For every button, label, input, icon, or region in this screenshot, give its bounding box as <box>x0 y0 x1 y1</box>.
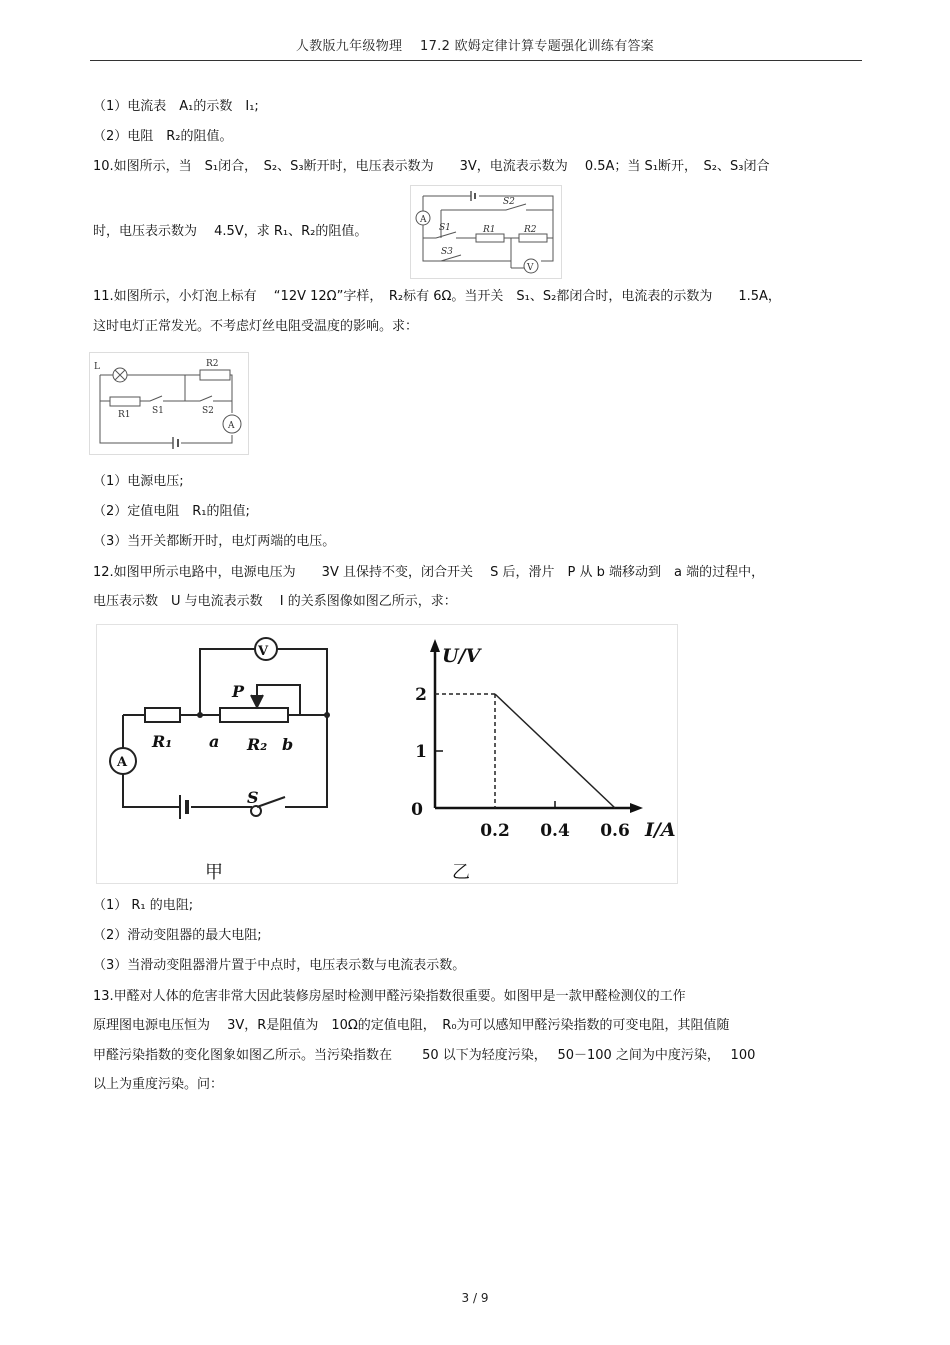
q12-ammeter-label: A <box>117 755 128 770</box>
y-tick-label-1: 1 <box>415 742 427 762</box>
q11-r2-label: R2 <box>206 359 219 369</box>
y-axis-arrow <box>430 639 440 652</box>
q10-r2-label: R2 <box>524 225 537 235</box>
q12-voltmeter-label: V <box>258 644 269 659</box>
q11-part3: （3）当开关都断开时，电灯两端的电压。 <box>93 534 336 549</box>
q11-circuit-figure <box>89 352 249 455</box>
q11-part2: （2）定值电阻 R₁的阻值; <box>93 504 250 519</box>
q12-ui-graph <box>411 639 675 883</box>
q12-r2-label: R₂ <box>247 735 268 754</box>
q10-circuit-figure <box>410 185 562 279</box>
q12-caption-yi: 乙 <box>452 862 470 883</box>
q11-s1-label: S1 <box>152 406 164 416</box>
q10-line1: 10.如图所示，当 S₁闭合， S₂、S₃断开时，电压表示数为 3V，电流表示数为 0.5A；当 S₁断开， S₂、S₃闭合 <box>93 159 770 174</box>
q9-part1: （1）电流表 A₁的示数 I₁; <box>93 99 259 114</box>
q12-circuit-svg <box>97 625 677 883</box>
q9-part2: （2）电阻 R₂的阻值。 <box>93 129 233 144</box>
q10-voltmeter-label: V <box>527 263 534 273</box>
x-tick-label-0.4: 0.4 <box>540 821 570 841</box>
q11-circuit-svg <box>90 353 248 454</box>
q11-part1: （1）电源电压; <box>93 474 184 489</box>
q11-ammeter-label: A <box>228 421 235 431</box>
x-tick-label-0.2: 0.2 <box>480 821 510 841</box>
q12-end-b-label: b <box>282 735 294 754</box>
q12-slider-label: P <box>232 682 245 701</box>
q10-s3-label: S3 <box>441 247 453 257</box>
q10-s2-label: S2 <box>503 197 515 207</box>
q10-s1-label: S1 <box>439 223 451 233</box>
q12-caption-jia: 甲 <box>205 862 223 883</box>
q12-switch-label: S <box>247 788 259 807</box>
q12-line1: 12.如图甲所示电路中，电源电压为 3V 且保持不变，闭合开关 S 后，滑片 P 从 b 端移动到 a 端的过程中， <box>93 565 765 580</box>
q10-circuit-svg <box>411 186 561 278</box>
q13-line1: 13.甲醛对人体的危害非常大因此装修房屋时检测甲醛污染指数很重要。如图甲是一款甲醛检测仪的工作 <box>93 989 686 1004</box>
q12-part3: （3）当滑动变阻器滑片置于中点时，电压表示数与电流表示数。 <box>93 958 466 973</box>
q11-line2: 这时电灯正常发光。不考虑灯丝电阻受温度的影响。求： <box>93 319 419 334</box>
q13-line2: 原理图电源电压恒为 3V，R是阻值为 10Ω的定值电阻， R₀为可以感知甲醛污染指数的可变电阻，其阻值随 <box>93 1018 730 1033</box>
q12-part1: （1） R₁ 的电阻; <box>93 898 194 913</box>
q12-r1-label: R₁ <box>152 732 173 751</box>
q10-line2: 时，电压表示数为 4.5V，求 R₁、R₂的阻值。 <box>93 224 368 239</box>
q12-part2: （2）滑动变阻器的最大电阻; <box>93 928 262 943</box>
q11-lamp-label: L <box>94 362 100 372</box>
q13-line3: 甲醛污染指数的变化图象如图乙所示。当污染指数在 50 以下为轻度污染， 50－100 之间为中度污染， 100 <box>93 1048 756 1063</box>
page-number: 3 / 9 <box>461 1291 489 1305</box>
q13-line4: 以上为重度污染。问： <box>93 1077 224 1092</box>
q11-s2-label: S2 <box>202 406 214 416</box>
q11-line1: 11.如图所示，小灯泡上标有 “12V 12Ω”字样， R₂标有 6Ω。当开关 S₁、S₂都闭合时，电流表的示数为 1.5A， <box>93 289 781 304</box>
series-line <box>495 694 615 808</box>
x-tick-label-0.6: 0.6 <box>600 821 630 841</box>
q10-ammeter-label: A <box>420 215 427 225</box>
x-axis-arrow <box>630 803 643 813</box>
q12-end-a-label: a <box>209 732 220 751</box>
q11-r1-label: R1 <box>118 410 131 420</box>
y-tick-label-2: 2 <box>415 685 427 705</box>
page-header: 人教版九年级物理 17.2 欧姆定律计算专题强化训练有答案 <box>295 39 655 54</box>
q12-line2: 电压表示数 U 与电流表示数 I 的关系图像如图乙所示，求： <box>93 594 457 609</box>
q12-figure <box>96 624 678 884</box>
header-rule <box>90 60 862 61</box>
y-axis-label: U/V <box>442 645 481 667</box>
x-axis-label: I/A <box>645 819 676 841</box>
q10-r1-label: R1 <box>483 225 496 235</box>
y-tick-label-0: 0 <box>411 800 423 820</box>
